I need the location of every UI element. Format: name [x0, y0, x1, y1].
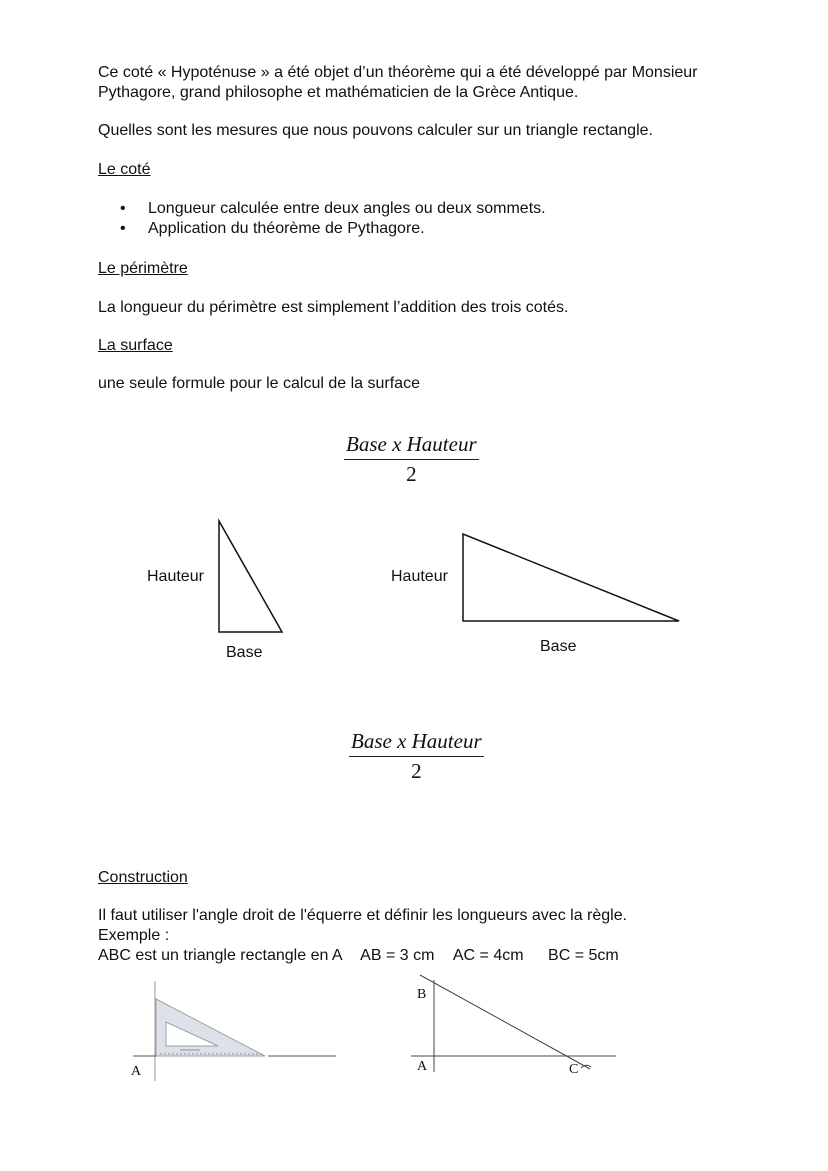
left-fig-point-a: A: [131, 1064, 142, 1079]
right-triangle-height-label: Hauteur: [391, 568, 448, 585]
formula-numerator: Base x Hauteur: [349, 729, 484, 757]
example-ac: AC = 4cm: [452, 947, 524, 964]
question-text: Quelles sont les mesures que nous pouvons calculer sur un triangle rectangle.: [98, 122, 653, 139]
left-triangle-base-label: Base: [226, 644, 263, 661]
right-triangle-base-label: Base: [540, 638, 577, 655]
construction-line-1: Il faut utiliser l'angle droit de l'équerre et définir les longueurs avec la règle.: [98, 907, 628, 924]
side-heading: Le coté: [98, 161, 151, 178]
intro-line-2: Pythagore, grand philosophe et mathématicien de la Grèce Antique.: [98, 84, 579, 101]
perimeter-text: La longueur du périmètre est simplement l’addition des trois cotés.: [98, 299, 569, 316]
left-triangle-height-label: Hauteur: [147, 568, 204, 585]
formula-numerator: Base x Hauteur: [344, 432, 479, 460]
intro-line-1: Ce coté « Hypoténuse » a été objet d’un théorème qui a été développé par Monsieur: [98, 64, 698, 81]
bullet-text: Longueur calculée entre deux angles ou deux sommets.: [148, 200, 546, 217]
example-statement: ABC est un triangle rectangle en A: [98, 947, 342, 964]
construction-heading: Construction: [98, 869, 188, 886]
point-b-label: B: [417, 987, 427, 1002]
example-ab: AB = 3 cm: [360, 947, 435, 964]
formula-denominator: 2: [411, 759, 422, 783]
bullet-icon: •: [120, 200, 126, 217]
point-a-label: A: [417, 1059, 428, 1074]
surface-text: une seule formule pour le calcul de la surface: [98, 375, 420, 392]
surface-heading: La surface: [98, 337, 173, 354]
bullet-icon: •: [120, 220, 126, 237]
point-c-label: C: [569, 1062, 579, 1077]
example-bc: BC = 5cm: [548, 947, 619, 964]
bullet-text: Application du théorème de Pythagore.: [148, 220, 425, 237]
formula-denominator: 2: [406, 462, 417, 486]
construction-line-2: Exemple :: [98, 927, 170, 944]
perimeter-heading: Le périmètre: [98, 260, 188, 277]
